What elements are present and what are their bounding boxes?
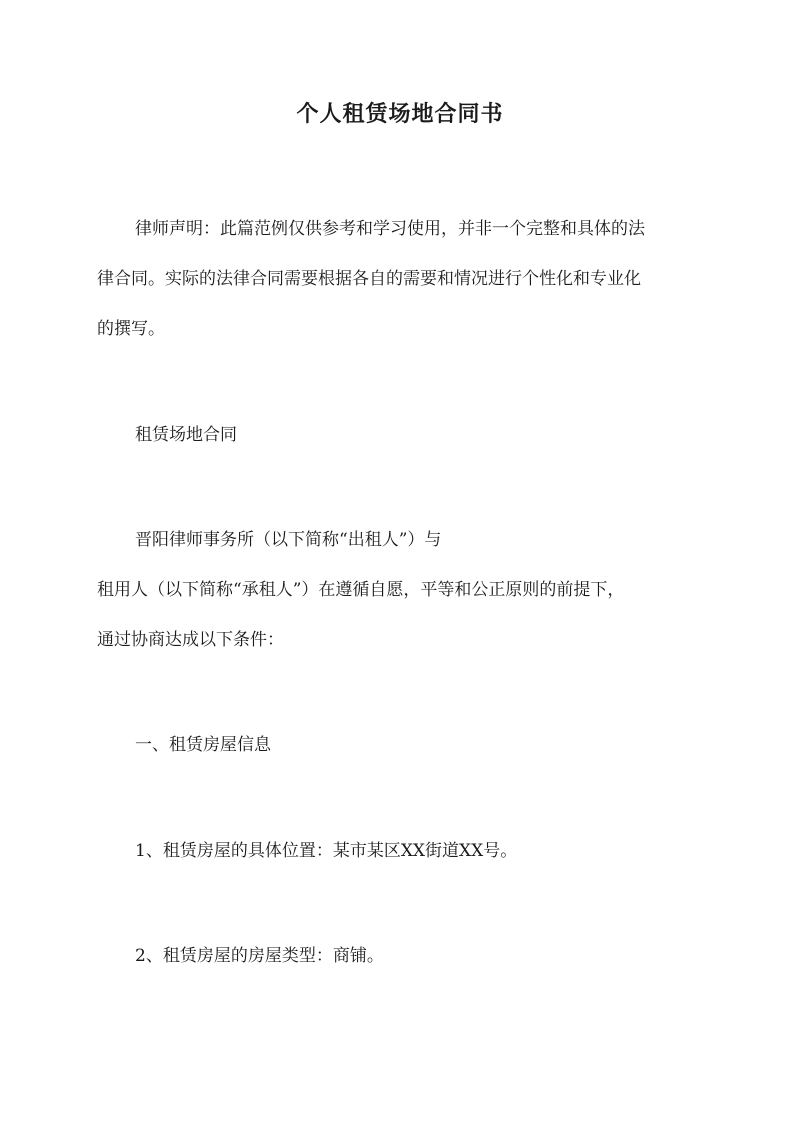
- document-title: 个人租赁场地合同书: [296, 101, 504, 127]
- parties-line-3: 通过协商达成以下条件：: [97, 630, 284, 650]
- section-heading: 一、租赁房屋信息: [135, 735, 271, 755]
- parties-line-2: 租用人（以下简称“承租人”）在遵循自愿，平等和公正原则的前提下，: [97, 580, 625, 600]
- clause-item-1: 1、租赁房屋的具体位置：某市某区XX街道XX号。: [135, 841, 518, 861]
- declaration-line-3: 的撰写。: [97, 319, 165, 339]
- declaration-line-2: 律合同。实际的法律合同需要根据各自的需要和情况进行个性化和专业化: [97, 269, 641, 289]
- parties-line-1: 晋阳律师事务所（以下简称“出租人”）与: [135, 530, 442, 550]
- contract-subtitle: 租赁场地合同: [135, 425, 237, 445]
- declaration-line-1: 律师声明：此篇范例仅供参考和学习使用，并非一个完整和具体的法: [135, 219, 645, 239]
- clause-item-2: 2、租赁房屋的房屋类型：商铺。: [135, 946, 384, 966]
